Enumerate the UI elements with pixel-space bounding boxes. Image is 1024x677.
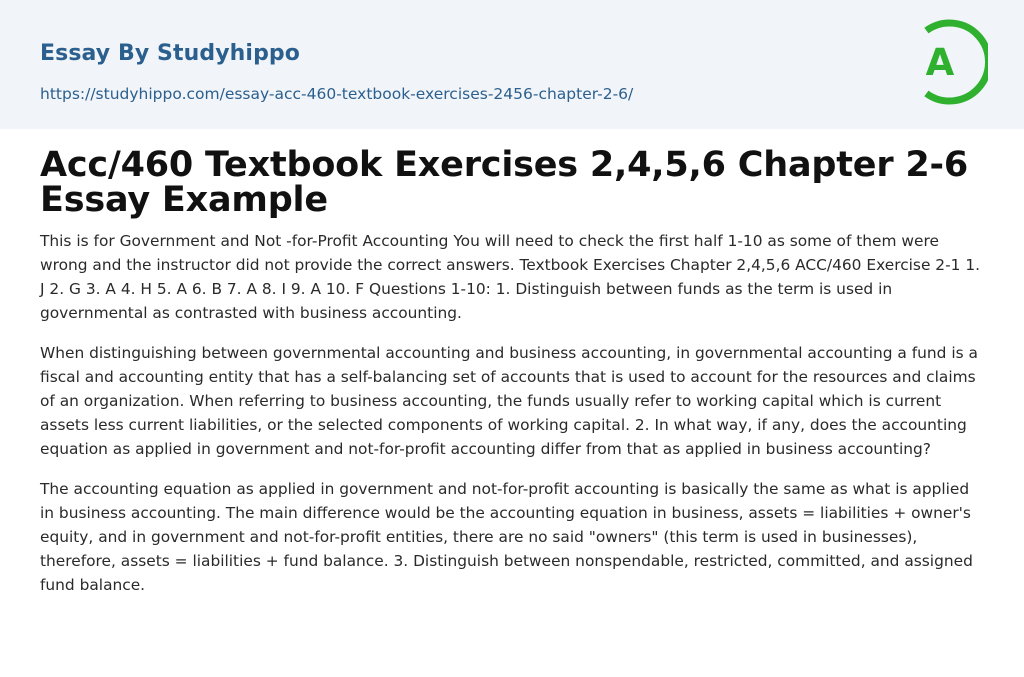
- page-url-link[interactable]: https://studyhippo.com/essay-acc-460-textbook-exercises-2456-chapter-2-6/: [40, 85, 634, 103]
- site-brand[interactable]: Essay By Studyhippo: [40, 41, 300, 66]
- article-body: [40, 229, 988, 613]
- paragraph: When distinguishing between governmental accounting and business accounting, in governmental accounting a fund is a fiscal and accounting entity that has a self-balancing set of accounts that is used to account for the resources and claims of an organization. When referring to business accounting, the funds usually refer to working capital which is current assets less current liabilities, or the selected components of working capital. 2. In what way, if any, does the accounting equation as applied in government and not-for-profit accounting differ from that as applied in business accounting?: [40, 344, 978, 458]
- site-header: [0, 0, 1024, 129]
- logo-letter: A: [925, 41, 955, 84]
- paragraph: This is for Government and Not -for-Profit Accounting You will need to check the first half 1-10 as some of them were wrong and the instructor did not provide the correct answers. Textbook Exercises Chapter 2,4,5,6 ACC/460 Exercise 2-1 1. J 2. G 3. A 4. H 5. A 6. B 7. A 8. I 9. A 10. F Questions 1-10: 1. Distinguish between funds as the term is used in governmental as contrasted with business accounting.: [40, 232, 981, 322]
- paragraph: The accounting equation as applied in government and not-for-profit accounting is basically the same as what is applied in business accounting. The main difference would be the accounting equation in business, assets = liabilities + owner's equity, and in government and not-for-profit entities, there are no said "owners" (this term is used in businesses), therefore, assets = liabilities + fund balance. 3. Distinguish between nonspendable, restricted, committed, and assigned fund balance.: [40, 480, 973, 594]
- page-title: Acc/460 Textbook Exercises 2,4,5,6 Chapter 2-6 Essay Example: [40, 145, 969, 220]
- studyhippo-logo-icon[interactable]: [912, 18, 988, 106]
